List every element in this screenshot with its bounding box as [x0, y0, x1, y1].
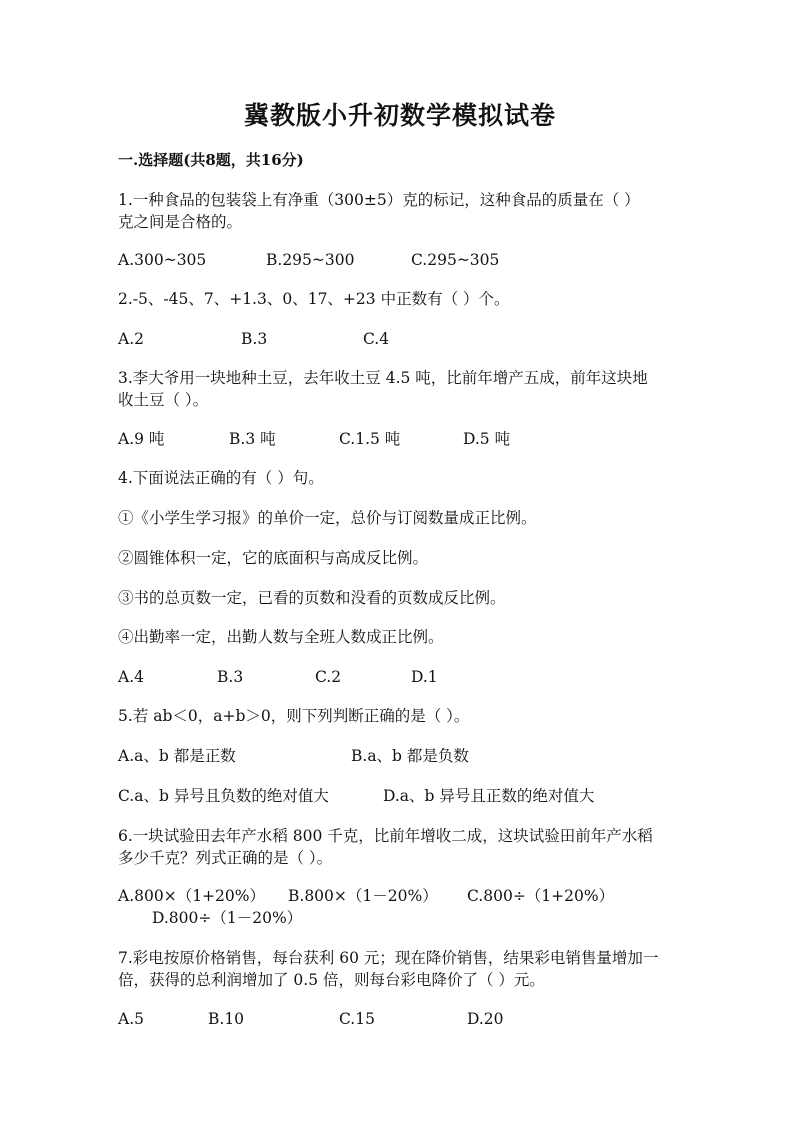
question-2-text: 2.-5、-45、7、+1.3、0、17、+23 中正数有（ ）个。	[118, 290, 510, 308]
section-heading: 一.选择题(共8题，共16分)	[118, 151, 304, 169]
q1-option-b: B.295~300	[266, 251, 355, 269]
q6-option-c: C.800÷（1+20%）	[467, 887, 615, 905]
q5-option-a: A.a、b 都是正数	[118, 747, 236, 765]
q3-option-d: D.5 吨	[463, 430, 511, 448]
q1-option-a: A.300~305	[118, 251, 207, 269]
q4-statement-4: ④出勤率一定，出勤人数与全班人数成正比例。	[118, 628, 444, 646]
q2-option-a: A.2	[118, 330, 144, 348]
page-title: 冀教版小升初数学模拟试卷	[243, 101, 556, 130]
q7-option-c: C.15	[339, 1010, 375, 1028]
q1-option-c: C.295~305	[411, 251, 500, 269]
q4-statement-3: ③书的总页数一定，已看的页数和没看的页数成反比例。	[118, 589, 506, 607]
q3-option-a: A.9 吨	[118, 430, 165, 448]
question-7-text: 7.彩电按原价格销售，每台获利 60 元；现在降价销售，结果彩电销售量增加一	[118, 949, 659, 967]
question-4-text: 4.下面说法正确的有（ ）句。	[118, 469, 324, 487]
q5-option-b: B.a、b 都是负数	[351, 747, 469, 765]
question-7-text-cont: 倍，获得的总利润增加了 0.5 倍，则每台彩电降价了（ ）元。	[118, 971, 545, 989]
q7-option-b: B.10	[208, 1010, 245, 1028]
q5-option-c: C.a、b 异号且负数的绝对值大	[118, 787, 329, 805]
q7-option-a: A.5	[118, 1010, 144, 1028]
q4-option-a: A.4	[118, 668, 144, 686]
question-5-text: 5.若 ab＜0，a+b＞0，则下列判断正确的是（ ）。	[118, 707, 470, 725]
q5-option-d: D.a、b 异号且正数的绝对值大	[383, 787, 595, 805]
question-3-text-cont: 收土豆（ ）。	[118, 391, 209, 409]
q6-option-a: A.800×（1+20%）	[118, 887, 265, 905]
question-1-text: 1.一种食品的包装袋上有净重（300±5）克的标记，这种食品的质量在（ ）	[118, 191, 640, 209]
question-6-text-cont: 多少千克？列式正确的是（ ）。	[118, 849, 333, 867]
q4-option-b: B.3	[217, 668, 244, 686]
q4-option-d: D.1	[411, 668, 438, 686]
q3-option-b: B.3 吨	[229, 430, 276, 448]
question-3-text: 3.李大爷用一块地种土豆，去年收土豆 4.5 吨，比前年增产五成，前年这块地	[118, 369, 648, 387]
q7-option-d: D.20	[467, 1010, 504, 1028]
q4-statement-2: ②圆锥体积一定，它的底面积与高成反比例。	[118, 549, 429, 567]
q3-option-c: C.1.5 吨	[339, 430, 401, 448]
q2-option-c: C.4	[363, 330, 390, 348]
q2-option-b: B.3	[241, 330, 268, 348]
q6-option-d: D.800÷（1－20%）	[152, 909, 303, 927]
question-1-text-cont: 克之间是合格的。	[118, 213, 243, 231]
q6-option-b: B.800×（1－20%）	[288, 887, 438, 905]
q4-option-c: C.2	[315, 668, 342, 686]
q4-statement-1: ①《小学生学习报》的单价一定，总价与订阅数量成正比例。	[118, 509, 537, 527]
question-6-text: 6.一块试验田去年产水稻 800 千克，比前年增收二成，这块试验田前年产水稻	[118, 827, 653, 845]
